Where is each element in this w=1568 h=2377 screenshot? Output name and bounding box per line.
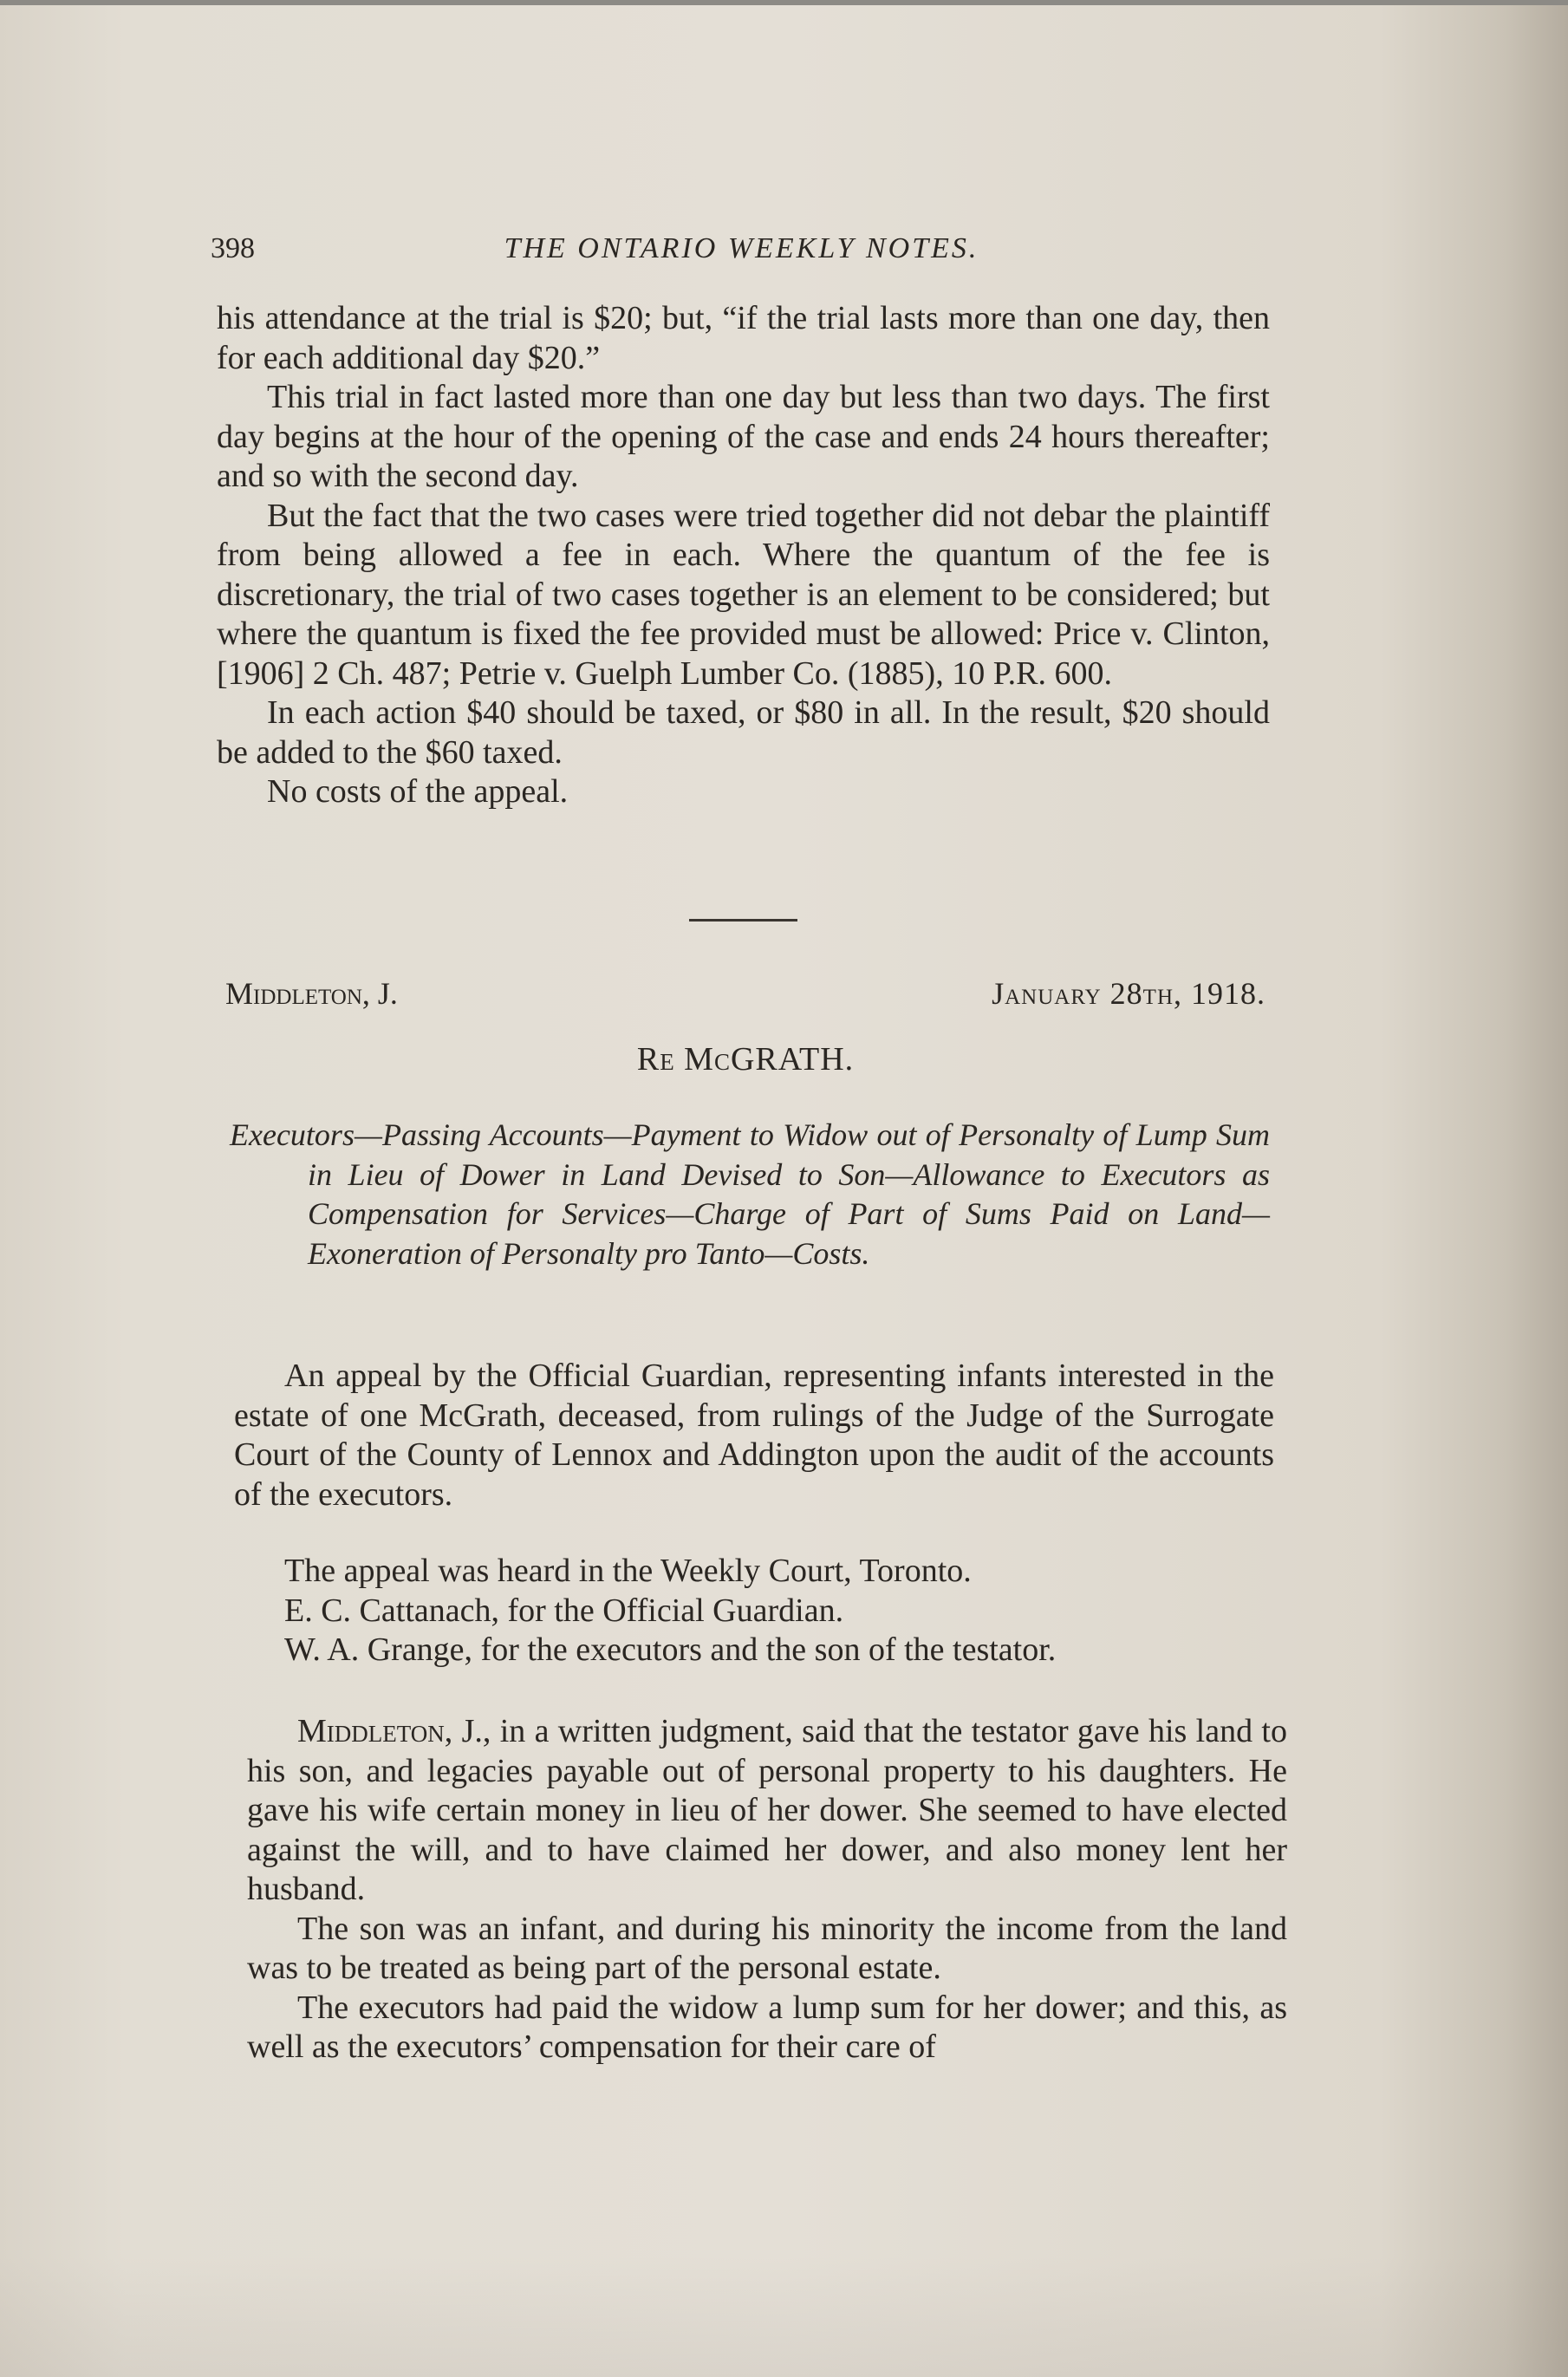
paragraph: The son was an infant, and during his minority the income from the land was to be treated as being part of the personal estate. [247,1910,1287,1986]
page-top-edge [0,0,1568,5]
case-byline [225,975,1265,1015]
paragraph [247,1712,1287,1910]
paragraph: This trial in fact lasted more than one day but less than two days. The first day begins at the hour of the opening of the case and ends 24 hours thereafter; and so with the second day. [217,379,1270,494]
case-intro [234,1357,1274,1514]
judgment-first-text: , J., in a written judgment, said that the testator gave his land to his son, and legacies payable out of personal property to his daughters. He gave his wife certain money in lieu of her dower. She seemed to have elected against the will, and to have claimed her dower, and also money lent her husband. [247,1713,1287,1907]
judgment-judge: Middleton [297,1713,445,1749]
hearing-block [234,1552,1274,1670]
paragraph: An appeal by the Official Guardian, representing infants interested in the estate of one McGrath, deceased, from rulings of the Judge of the Surrogate Court of the County of Lennox and Addington upon the audit of the accounts of the executors. [234,1358,1274,1513]
case-title: Re McGRATH. [636,1041,855,1078]
paragraph: No costs of the appeal. [267,773,569,810]
case-date: January 28th, 1918. [992,976,1265,1011]
running-header [211,232,1272,272]
hearing-line: W. A. Grange, for the executors and the son of the testator. [284,1631,1057,1668]
hearing-line: The appeal was heard in the Weekly Court, Toronto. [284,1553,972,1589]
page-number: 398 [211,232,255,264]
section-divider [689,919,797,921]
paragraph: In each action $40 should be taxed, or $80 in all. In the result, $20 should be added to the $60 taxed. [217,694,1270,771]
previous-case-text [217,299,1270,812]
judgment-text [247,1712,1287,2068]
hearing-line: E. C. Cattanach, for the Official Guardian. [284,1592,844,1629]
paragraph: But the fact that the two cases were tried together did not debar the plaintiff from being allowed a fee in each. Where the quantum of the fee is discretionary, the trial of two cases together is an element to be considered; but where the quantum is fixed the fee provided must be allowed: Price v. Clinton, [1906] 2 Ch. 487; Petrie v. Guelph Lumber Co. (1885), 10 P.R. 600. [217,497,1270,692]
page-bottom-shading [0,2256,1568,2377]
paragraph: The executors had paid the widow a lump sum for her dower; and this, as well as the executors’ compensation for their care of [247,1989,1287,2065]
case-headnote: Executors—Passing Accounts—Payment to Widow out of Personalty of Lump Sum in Lieu of Dower in Land Devised to Son—Allowance to Executors as Compensation for Services—Charge of Part of Sums Paid on Land—Exoneration of Personalty pro Tanto—Costs. [230,1117,1270,1271]
judge-name: Middleton, J. [225,976,398,1011]
running-title: THE ONTARIO WEEKLY NOTES. [504,232,979,264]
paragraph: his attendance at the trial is $20; but, “if the trial lasts more than one day, then for each additional day $20.” [217,300,1270,376]
